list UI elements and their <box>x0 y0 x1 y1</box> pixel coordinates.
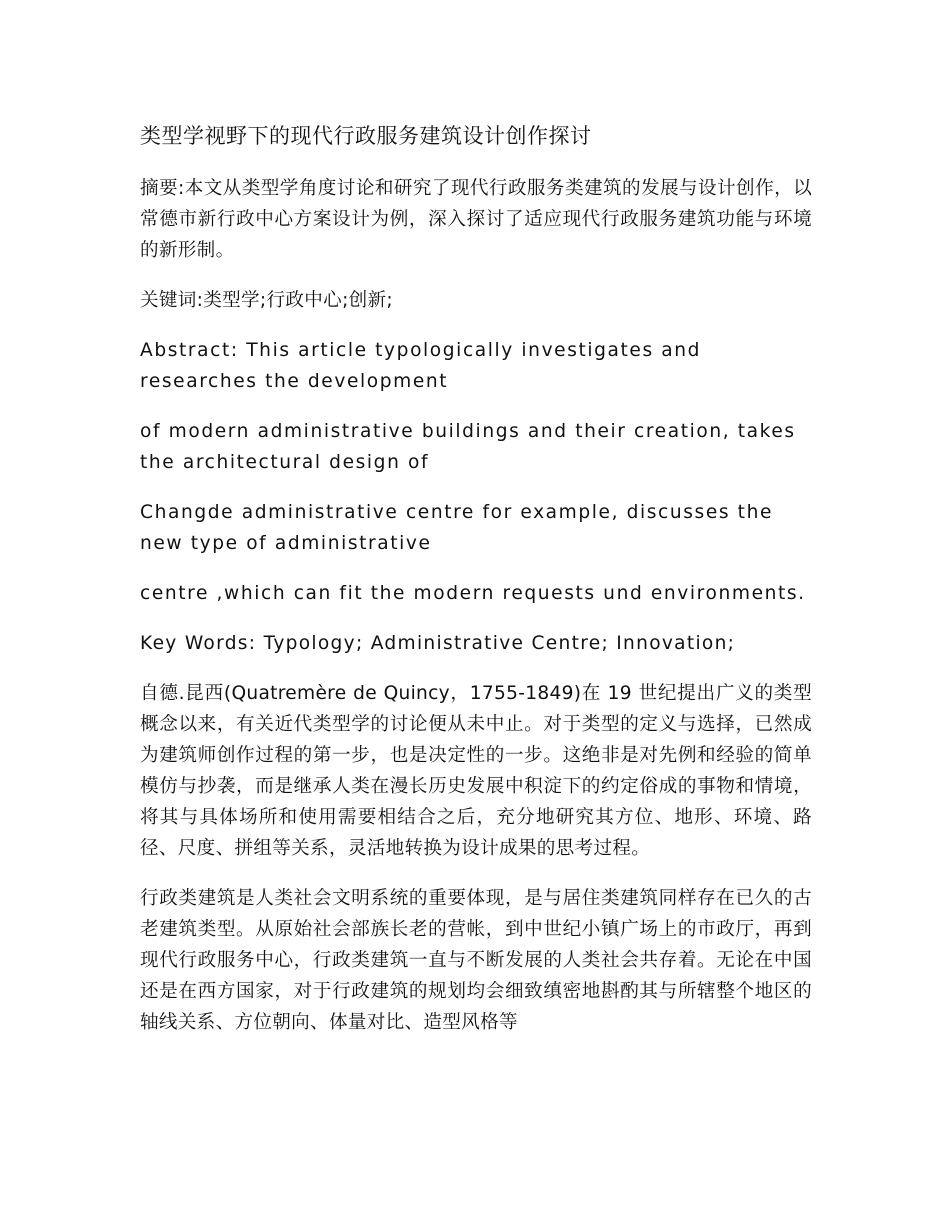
body-paragraph: 自德.昆西(Quatremère de Quincy，1755-1849)在 19 世纪提出广义的类型概念以来，有关近代类型学的讨论便从未中止。对于类型的定义与选择，已然成为建筑师创作过程的第一步，也是决定性的一步。这绝非是对先例和经验的简单模仿与抄袭，而是继承人类在漫长历史发展中积淀下的约定俗成的事物和情境，将其与具体场所和使用需要相结合之后，充分地研究其方位、地形、环境、路径、尺度、拼组等关系，灵活地转换为设计成果的思考过程。 <box>140 683 812 859</box>
document-page <box>140 118 812 1057</box>
body-paragraph: 行政类建筑是人类社会文明系统的重要体现，是与居住类建筑同样存在已久的古老建筑类型。从原始社会部族长老的营帐，到中世纪小镇广场上的市政厅，再到现代行政服务中心，行政类建筑一直与不断发展的人类社会共存着。无论在中国还是在西方国家，对于行政建筑的规划均会细致缜密地斟酌其与所辖整个地区的轴线关系、方位朝向、体量对比、造型风格等 <box>140 888 812 1033</box>
abstract-en-paragraph: centre ,which can fit the modern requests und environments. <box>140 583 806 604</box>
keywords-cn: 关键词:类型学;行政中心;创新; <box>140 290 393 311</box>
abstract-cn: 摘要:本文从类型学角度讨论和研究了现代行政服务类建筑的发展与设计创作，以常德市新行政中心方案设计为例，深入探讨了适应现代行政服务建筑功能与环境的新形制。 <box>140 178 812 261</box>
document-title: 类型学视野下的现代行政服务建筑设计创作探讨 <box>140 124 592 148</box>
abstract-en-paragraph: Changde administrative centre for example, discusses the new type of administrative <box>140 502 773 554</box>
keywords-en: Key Words: Typology; Administrative Centre; Innovation; <box>140 633 736 654</box>
abstract-en-paragraph: Abstract: This article typologically investigates and researches the development <box>140 340 702 392</box>
abstract-en-paragraph: of modern administrative buildings and their creation, takes the architectural design of <box>140 421 796 473</box>
